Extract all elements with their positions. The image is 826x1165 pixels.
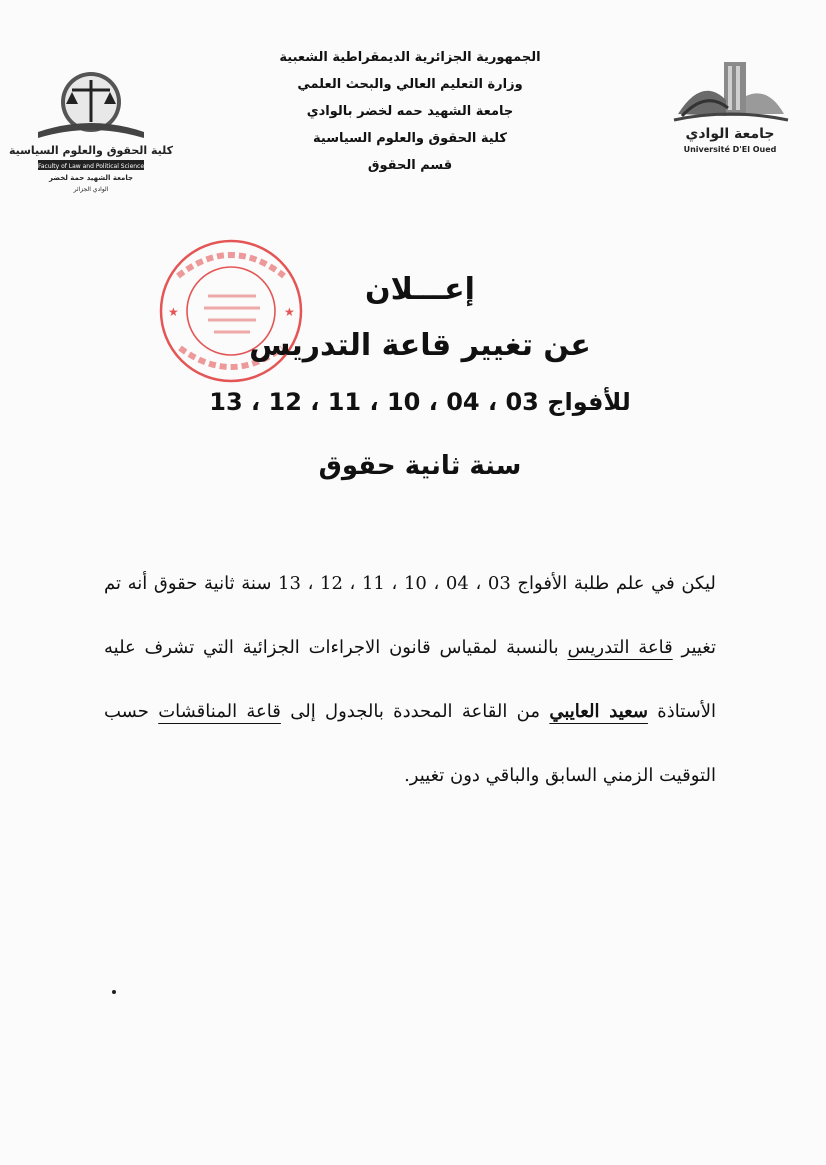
header-republic: الجمهورية الجزائرية الديمقراطية الشعبية [279,50,541,65]
university-logo [668,56,792,156]
university-logo-ar: جامعة الوادي [685,126,775,142]
institution-header [200,44,620,179]
faculty-logo [8,66,174,200]
university-logo-fr: Université D'El Oued [683,145,777,154]
stray-mark [112,990,116,994]
announcement-year: سنة ثانية حقوق [318,451,522,481]
body-new-room: قاعة المناقشات [158,701,281,722]
header-department: قسم الحقوق [367,158,453,173]
svg-text:★: ★ [284,305,295,319]
announcement-subtitle: عن تغيير قاعة التدريس [249,328,591,363]
announcement-title-block [150,262,690,496]
announcement-body [104,552,716,808]
body-segment-2: بالنسبة لمقياس قانون الاجراءات الجزائية التي تشرف عليه الأستاذة [104,637,716,722]
announcement-groups: للأفواج 03 ، 04 ، 10 ، 11 ، 12 ، 13 [209,388,631,416]
faculty-logo-sub1: جامعة الشهيد حمة لخضر [48,174,134,182]
faculty-logo-en: Faculty of Law and Political Science [37,163,145,170]
body-professor-name: سعيد العايبي [549,701,648,722]
announcement-title: إعـــلان [365,272,475,307]
body-segment-1: ليكن في علم طلبة الأفواج 03 ، 04 ، 10 ، 11 ، 12 ، 13 سنة ثانية حقوق أنه تم تغيير [104,573,716,658]
header-university: جامعة الشهيد حمه لخضر بالوادي [306,104,514,119]
faculty-logo-ar: كلية الحقوق والعلوم السياسية [8,144,174,157]
body-segment-3: من القاعة المحددة بالجدول إلى [280,701,550,722]
body-segment-4: حسب التوقيت الزمني السابق والباقي دون تغيير. [104,701,716,786]
faculty-logo-sub2: الوادي الجزائر [73,186,109,193]
svg-text:★: ★ [168,305,179,319]
body-classroom-underlined: قاعة التدريس [567,637,673,658]
header-ministry: وزارة التعليم العالي والبحث العلمي [297,77,523,92]
header-faculty: كلية الحقوق والعلوم السياسية [313,131,507,146]
